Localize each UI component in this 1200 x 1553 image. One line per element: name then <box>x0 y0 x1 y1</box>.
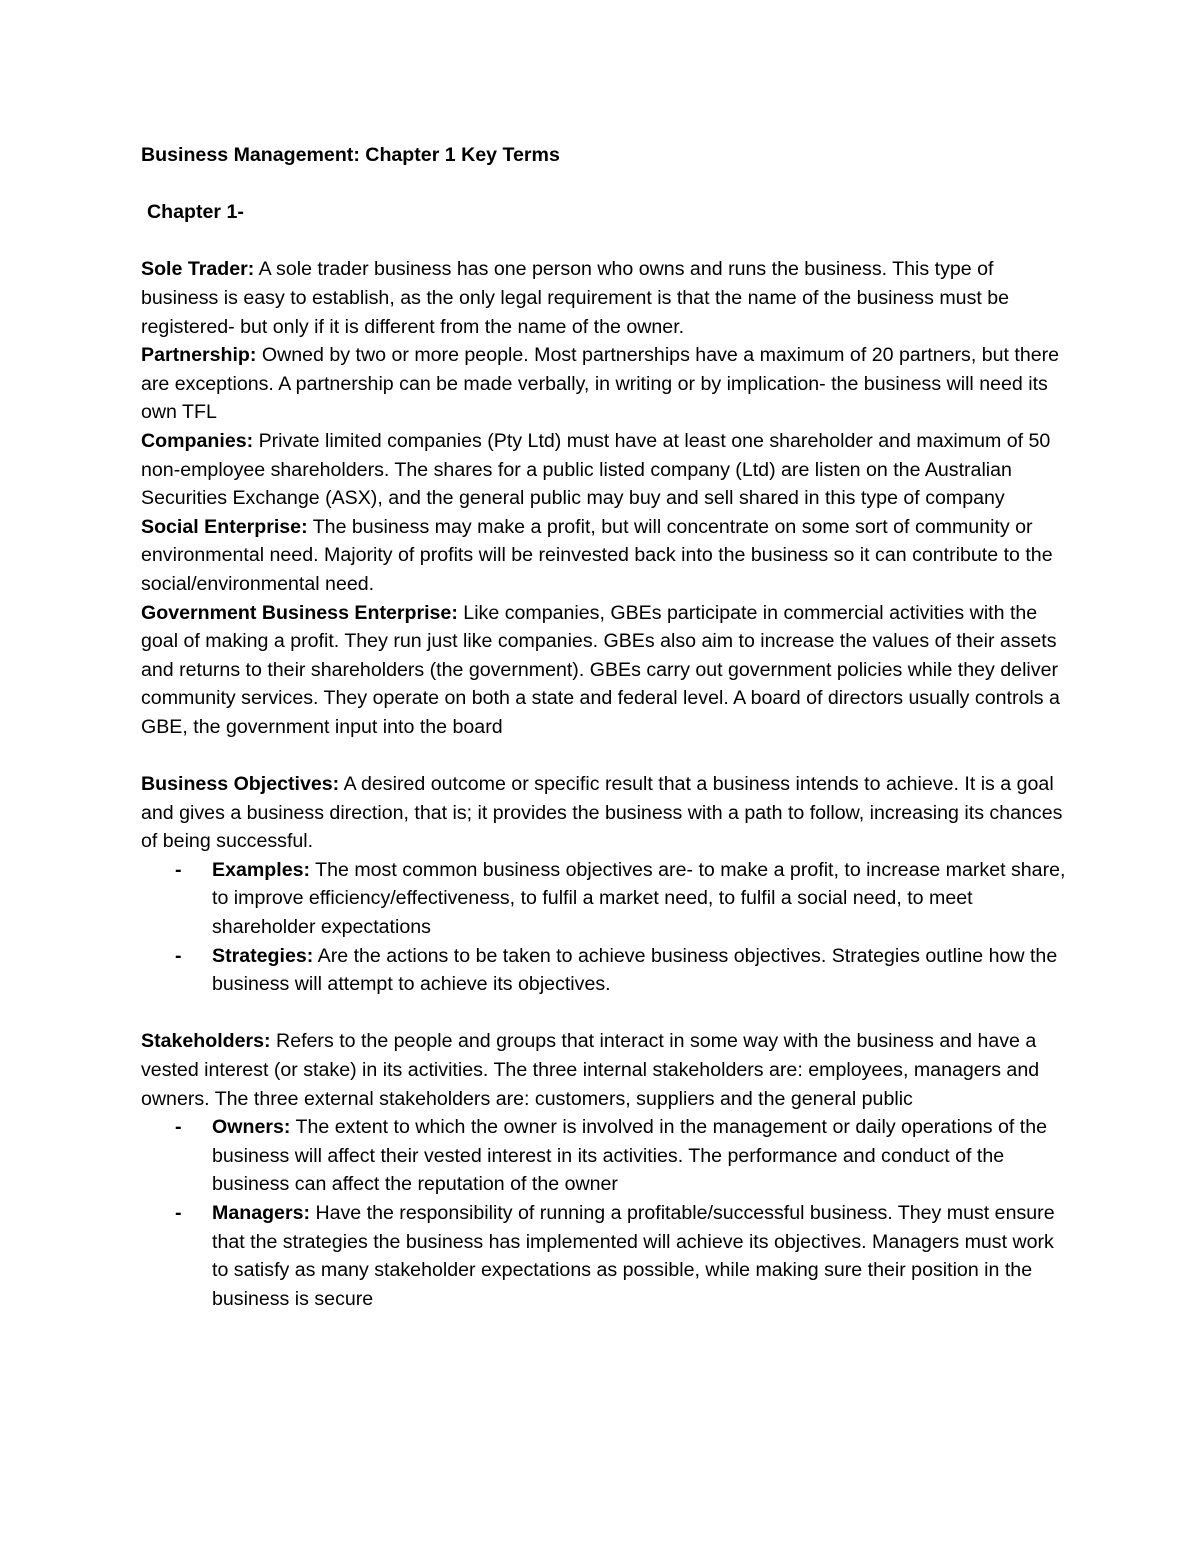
term-label: Partnership: <box>141 344 257 367</box>
term-definition: Refers to the people and groups that interact in some way with the business and have a vested interest (or stake) in its activities. The three internal stakeholders are: employees, managers and owners. The three external stakeholders are: customers, suppliers and the general public <box>141 1030 1040 1110</box>
term-definition: Have the responsibility of running a profitable/successful business. They must ensure that the strategies the business has implemented will achieve its objectives. Managers must work to satisfy as many stakeholder expectations as possible, while making sure their position in the business is secure <box>212 1201 1055 1310</box>
entry-business-objectives <box>141 770 1071 856</box>
paragraph-spacer <box>141 999 1071 1028</box>
term-label: Stakeholders: <box>141 1030 271 1053</box>
bullet-owners <box>141 1113 1071 1199</box>
term-definition: Are the actions to be taken to achieve business objectives. Strategies outline how the business will attempt to achieve its objectives. <box>212 944 1058 996</box>
bullet-dash: - <box>175 944 182 967</box>
entry-social-enterprise <box>141 513 1071 599</box>
bullet-examples <box>141 856 1071 942</box>
paragraph-spacer <box>141 741 1071 770</box>
term-label: Owners: <box>212 1116 291 1139</box>
entry-sole-trader <box>141 255 1071 341</box>
term-definition: The business may make a profit, but will concentrate on some sort of community or environmental need. Majority of profits will be reinvested back into the business so it can contribute to the social/environmental need. <box>141 515 1053 595</box>
entry-companies <box>141 427 1071 513</box>
bullet-dash: - <box>175 1201 182 1224</box>
term-definition: A desired outcome or specific result that a business intends to achieve. It is a goal and gives a business direction, that is; it provides the business with a path to follow, increasing its chances of being successful. <box>141 773 1063 853</box>
bullet-dash: - <box>175 1116 182 1139</box>
document-title: Business Management: Chapter 1 Key Terms <box>141 144 560 166</box>
term-label: Business Objectives: <box>141 773 340 796</box>
document-page <box>141 141 1071 1313</box>
chapter-heading: Chapter 1- <box>147 201 244 224</box>
bullet-dash: - <box>175 858 182 881</box>
entry-stakeholders <box>141 1027 1071 1113</box>
entry-government-business-enterprise <box>141 599 1071 742</box>
term-label: Managers: <box>212 1201 310 1224</box>
term-definition: The most common business objectives are- to make a profit, to increase market share, to improve efficiency/effectiveness, to fulfil a market need, to fulfil a social need, to meet shareholder expectations <box>212 858 1066 939</box>
term-label: Examples: <box>212 858 311 881</box>
term-label: Companies: <box>141 429 254 452</box>
term-label: Social Enterprise: <box>141 515 308 538</box>
term-definition: Owned by two or more people. Most partnerships have a maximum of 20 partners, but there are exceptions. A partnership can be made verbally, in writing or by implication- the business will need its own TFL <box>141 344 1060 424</box>
entry-partnership <box>141 341 1071 427</box>
term-definition: Private limited companies (Pty Ltd) must have at least one shareholder and maximum of 50 non-employee shareholders. The shares for a public listed company (Ltd) are listen on the Australian Securities Exchange (ASX), and the general public may buy and sell shared in this type of company <box>141 429 1051 510</box>
bullet-strategies <box>141 942 1071 999</box>
term-label: Strategies: <box>212 944 314 967</box>
bullet-managers <box>141 1199 1071 1313</box>
term-definition: A sole trader business has one person who owns and runs the business. This type of business is easy to establish, as the only legal requirement is that the name of the business must be registered- but only if it is different from the name of the owner. <box>141 258 1010 338</box>
term-label: Government Business Enterprise: <box>141 601 458 624</box>
term-definition: The extent to which the owner is involved in the management or daily operations of the business will affect their vested interest in its activities. The performance and conduct of the business can affect the reputation of the owner <box>212 1116 1048 1196</box>
term-definition: Like companies, GBEs participate in commercial activities with the goal of making a profit. They run just like companies. GBEs also aim to increase the values of their assets and returns to their shareholders (the government). GBEs carry out government policies while they deliver community services. They operate on both a state and federal level. A board of directors usually controls a GBE, the government input into the board <box>141 601 1060 738</box>
term-label: Sole Trader: <box>141 258 255 281</box>
